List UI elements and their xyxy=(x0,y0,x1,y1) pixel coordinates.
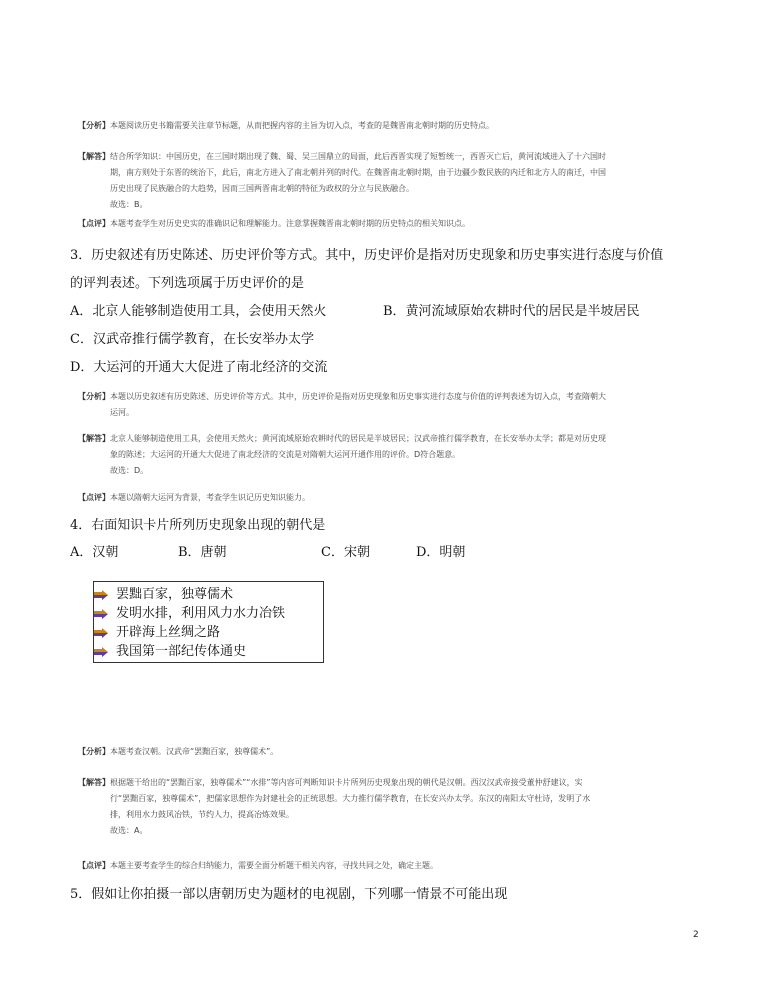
card-item-text: 开辟海上丝绸之路 xyxy=(116,625,221,640)
q4-answer-line: 行“罢黜百家，独尊儒术”，把儒家思想作为封建社会的正统思想。大力推行儒学教育，在长安兴办太学。东汉的南阳太守杜诗，发明了水 xyxy=(110,794,591,803)
q3-option-b: B．黄河流域原始农耕时代的居民是半坡居民 xyxy=(383,304,640,319)
card-item xyxy=(94,604,323,623)
arrow-bullet-icon xyxy=(94,609,108,619)
q3-answer-line: 象的陈述；大运河的开通大大促进了南北经济的交流是对隋朝大运河开通作用的评价。D符合题意。 xyxy=(110,450,461,459)
q4-comment-text: 本题主要考查学生的综合归纳能力，需要全面分析题干相关内容，寻找共同之处，确定主题。 xyxy=(110,861,438,870)
q3-comment xyxy=(78,490,748,506)
q2-answer-line: 结合所学知识：中国历史，在三国时期出现了魏、蜀、吴三国鼎立的局面，此后西晋实现了短暂统一，西晋灭亡后，黄河流域进入了十六国时 xyxy=(110,152,606,161)
q2-analysis-text: 本题阅读历史书籍需要关注章节标题，从而把握内容的主旨为切入点，考查的是魏晋南北朝时期的历史特点。 xyxy=(110,121,494,130)
q2-answer-line: 历史出现了民族融合的大趋势，因而三国两晋南北朝的特征为政权的分立与民族融合。 xyxy=(110,184,414,193)
q2-analysis xyxy=(78,118,748,134)
q4-option-c: C．宋朝 xyxy=(321,545,370,560)
card-item-text: 我国第一部纪传体通史 xyxy=(116,644,247,659)
arrow-bullet-icon xyxy=(94,628,108,638)
q4-answer-line: 故选：A。 xyxy=(110,826,148,835)
q5-stem: 5．假如让你拍摄一部以唐朝历史为题材的电视剧，下列哪一情景不可能出现 xyxy=(70,887,508,902)
q3-answer-line: 故选：D。 xyxy=(110,466,149,475)
q4-option-b: B．唐朝 xyxy=(178,545,227,560)
q3-stem-line1: 3．历史叙述有历史陈述、历史评价等方式。其中，历史评价是指对历史现象和历史事实进行态度与价值 xyxy=(70,248,664,263)
q4-analysis-text: 本题考查汉朝。汉武帝“罢黜百家，独尊儒术”。 xyxy=(110,747,279,756)
q4-comment-tag: 【点评】 xyxy=(78,861,110,870)
q4-answer-line: 排，利用水力鼓风冶铁，节约人力，提高冶炼效果。 xyxy=(110,810,294,819)
q3-option-c: C．汉武帝推行儒学教育，在长安举办太学 xyxy=(70,332,314,347)
q4-answer xyxy=(78,775,748,839)
q4-answer-tag: 【解答】 xyxy=(78,778,110,787)
q4-option-a: A．汉朝 xyxy=(70,545,119,560)
q3-answer-line: 北京人能够制造使用工具，会使用天然火；黄河流域原始农耕时代的居民是半坡居民；汉武帝推行儒学教育，在长安举办太学；都是对历史现 xyxy=(110,434,606,443)
q4-analysis-tag: 【分析】 xyxy=(78,747,110,756)
card-item-text: 发明水排，利用风力水力冶铁 xyxy=(116,606,286,621)
card-item xyxy=(94,623,323,642)
q3-comment-text: 本题以隋朝大运河为背景，考查学生识记历史知识能力。 xyxy=(110,493,310,502)
arrow-bullet-icon xyxy=(94,590,108,600)
card-item xyxy=(94,585,323,604)
q3-stem-line2: 的评判表述。下列选项属于历史评价的是 xyxy=(70,276,305,291)
q2-comment xyxy=(78,216,748,232)
page-number: 2 xyxy=(693,930,699,940)
q2-comment-tag: 【点评】 xyxy=(78,219,110,228)
q2-answer-line: 期，南方则处于东晋的统治下，此后，南北方进入了南北朝并列的时代。在魏晋南北朝时期，由于边疆少数民族的内迁和北方人的南迁，中国 xyxy=(110,168,606,177)
q2-analysis-tag: 【分析】 xyxy=(78,121,110,130)
arrow-bullet-icon xyxy=(94,647,108,657)
card-item-text: 罢黜百家，独尊儒术 xyxy=(116,587,234,602)
q3-answer-tag: 【解答】 xyxy=(78,434,110,443)
q3-comment-tag: 【点评】 xyxy=(78,493,110,502)
q4-analysis xyxy=(78,744,748,760)
q3-analysis xyxy=(78,389,748,421)
knowledge-card xyxy=(93,581,324,663)
q2-answer-line: 故选：B。 xyxy=(110,200,148,209)
q3-option-d: D．大运河的开通大大促进了南北经济的交流 xyxy=(70,360,328,375)
q4-option-d: D．明朝 xyxy=(416,545,466,560)
card-item xyxy=(94,642,323,661)
q4-answer-line: 根据题干给出的“罢黜百家，独尊儒术”“水排”等内容可判断知识卡片所列历史现象出现的朝代是汉朝。西汉汉武帝接受董仲舒建议，实 xyxy=(110,778,583,787)
q3-option-a: A．北京人能够制造使用工具，会使用天然火 xyxy=(70,304,327,319)
q4-stem: 4．右面知识卡片所列历史现象出现的朝代是 xyxy=(70,518,326,533)
q4-comment xyxy=(78,858,748,874)
q3-answer xyxy=(78,431,748,479)
q3-analysis-line: 本题以历史叙述有历史陈述、历史评价等方式。其中，历史评价是指对历史现象和历史事实进行态度与价值的评判表述为切入点，考查隋朝大 xyxy=(110,392,606,401)
q3-analysis-tag: 【分析】 xyxy=(78,392,110,401)
q2-answer-tag: 【解答】 xyxy=(78,152,110,161)
q3-analysis-line: 运河。 xyxy=(110,408,134,417)
q2-comment-text: 本题考查学生对历史史实的准确识记和理解能力。注意掌握魏晋南北朝时期的历史特点的相关知识点。 xyxy=(110,219,470,228)
q2-answer xyxy=(78,149,748,213)
